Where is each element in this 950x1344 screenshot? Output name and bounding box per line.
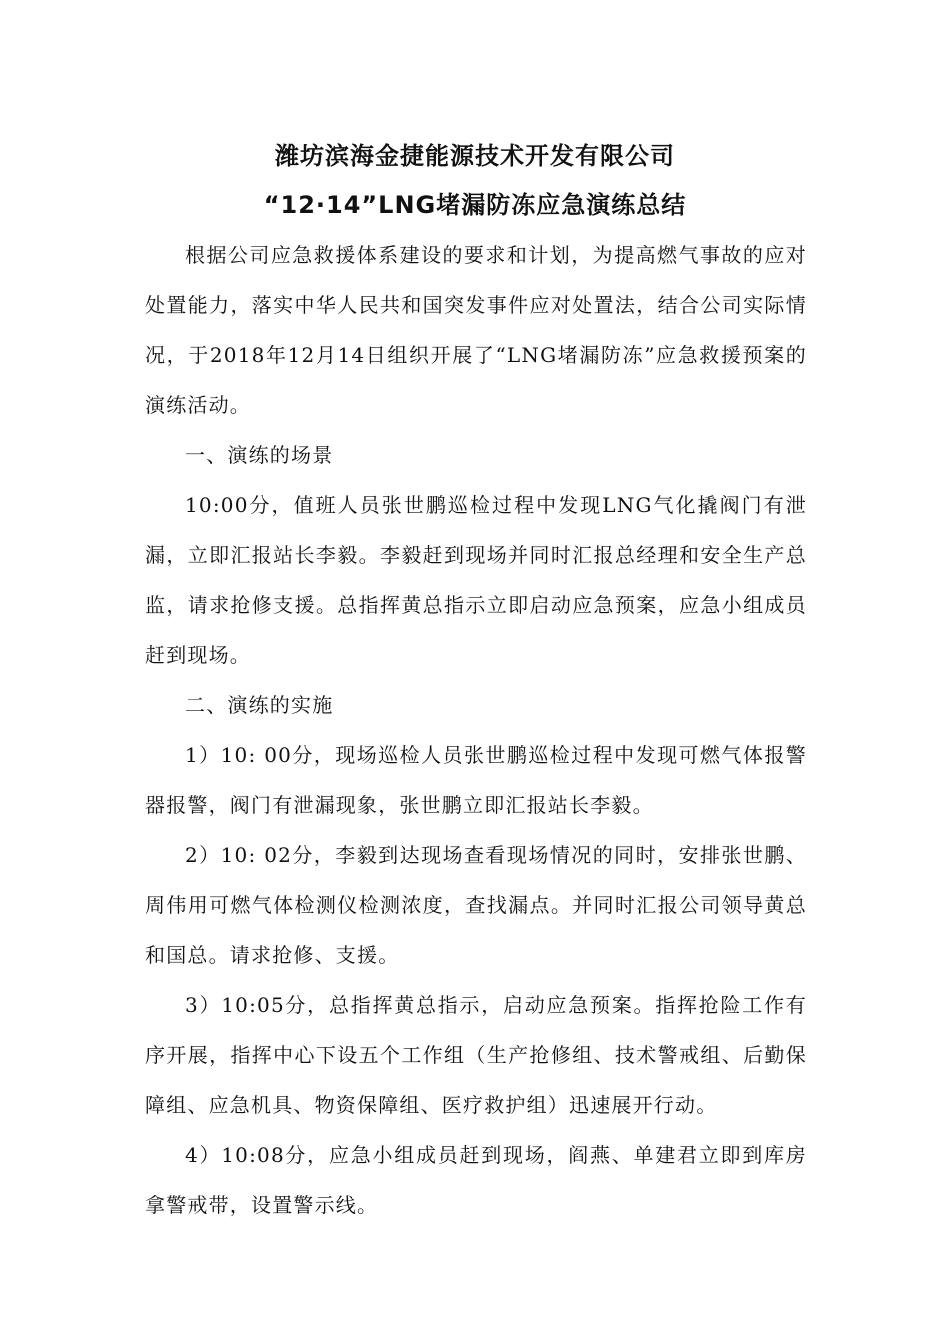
- document-title-drill: “12·14”LNG堵漏防冻应急演练总结: [263, 191, 687, 219]
- implementation-step-1: 1）10: 00分，现场巡检人员张世鹏巡检过程中发现可燃气体报警器报警，阀门有泄漏现象，张世鹏立即汇报站长李毅。: [145, 743, 807, 817]
- document-title-company: 潍坊滨海金捷能源技术开发有限公司: [275, 142, 675, 170]
- intro-paragraph: 根据公司应急救援体系建设的要求和计划，为提高燃气事故的应对处置能力，落实中华人民共和国突发事件应对处置法，结合公司实际情况，于2018年12月14日组织开展了“LNG堵漏防冻”应急救援预案的演练活动。: [145, 243, 807, 417]
- implementation-step-4: 4）10:08分，应急小组成员赶到现场，阎燕、单建君立即到库房拿警戒带，设置警示线。: [145, 1143, 807, 1217]
- section-heading-scenario: 一、演练的场景: [185, 443, 334, 467]
- implementation-step-2: 2）10: 02分，李毅到达现场查看现场情况的同时，安排张世鹏、周伟用可燃气体检测仪检测浓度，查找漏点。并同时汇报公司领导黄总和国总。请求抢修、支援。: [145, 843, 807, 967]
- section-heading-implementation: 二、演练的实施: [185, 693, 334, 717]
- implementation-step-3: 3）10:05分，总指挥黄总指示，启动应急预案。指挥抢险工作有序开展，指挥中心下设五个工作组（生产抢修组、技术警戒组、后勤保障组、应急机具、物资保障组、医疗救护组）迅速展开行动。: [145, 993, 807, 1117]
- document-body: [145, 230, 807, 1230]
- scenario-paragraph: 10:00分，值班人员张世鹏巡检过程中发现LNG气化撬阀门有泄漏，立即汇报站长李毅。李毅赶到现场并同时汇报总经理和安全生产总监，请求抢修支援。总指挥黄总指示立即启动应急预案，应急小组成员赶到现场。: [145, 493, 807, 667]
